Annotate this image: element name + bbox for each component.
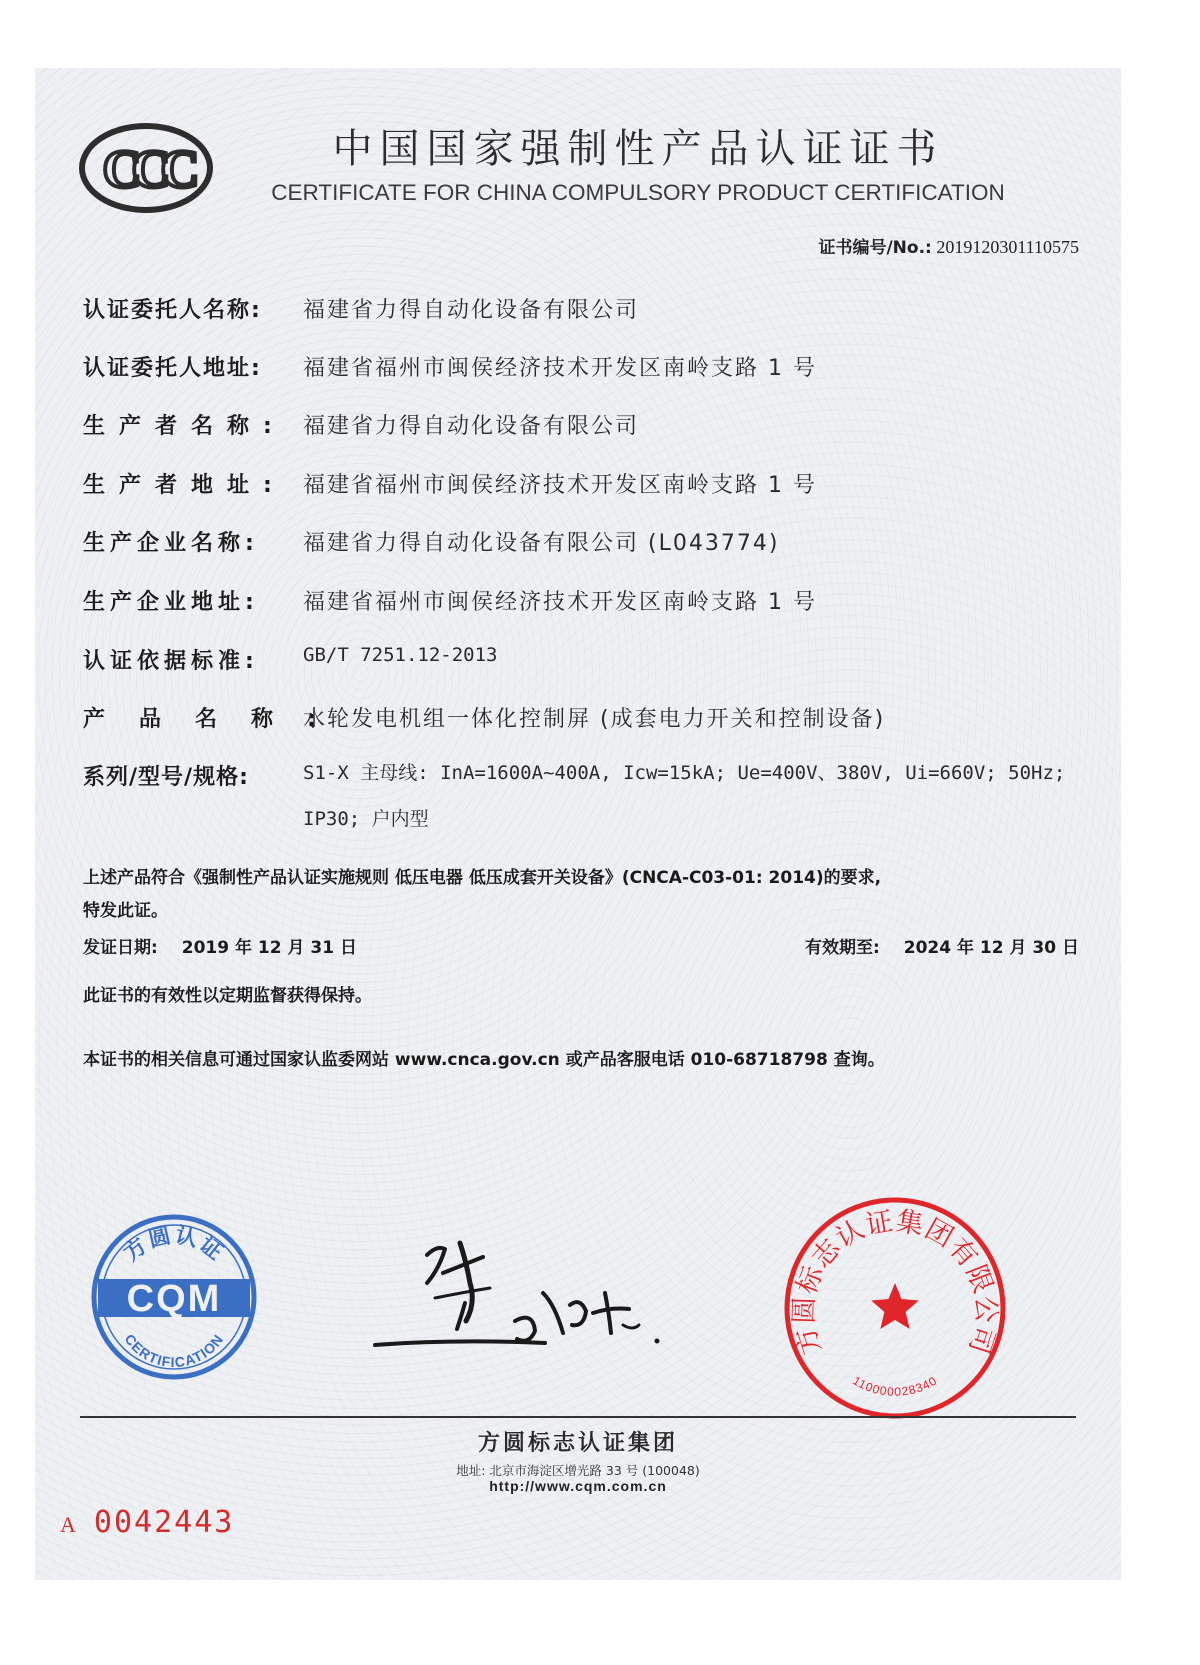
field-label: 认证委托人名称:	[83, 298, 262, 323]
footer-organization: 方圆标志认证集团	[477, 1431, 678, 1456]
field-label: 生产企业地址:	[83, 590, 259, 615]
issue-date	[83, 933, 357, 958]
title-english: CERTIFICATE FOR CHINA COMPULSORY PRODUCT CERTIFICATION	[271, 180, 1005, 205]
field-label: 生产者名称:	[83, 414, 286, 439]
field-label: 产品名称:	[83, 707, 350, 732]
field-value-model: S1-X 主母线: InA=1600A~400A, Icw=15kA; Ue=400V、380V, Ui=660V; 50Hz; IP30; 户内型	[303, 762, 1066, 830]
field-value: GB/T 7251.12-2013	[303, 644, 498, 666]
expiry-date	[805, 933, 1079, 958]
red-seal-code: 110000028340	[850, 1373, 940, 1399]
certificate-number	[818, 233, 1079, 258]
cqm-seal-bottom-text: CERTIFICATION	[121, 1330, 227, 1371]
field-value: 福建省福州市闽侯经济技术开发区南岭支路 1 号	[303, 356, 817, 381]
ccc-logo-text: CCC	[102, 139, 190, 199]
validity-note: 此证书的有效性以定期监督获得保持。	[83, 986, 372, 1006]
cqm-seal-main-text: CQM	[126, 1278, 222, 1320]
statement-line: 特发此证。	[83, 901, 168, 921]
field-value: 水轮发电机组一体化控制屏 (成套电力开关和控制设备)	[303, 707, 886, 732]
red-seal-star-icon	[871, 1283, 919, 1329]
field-label: 认证委托人地址:	[83, 356, 262, 381]
field-value: 福建省力得自动化设备有限公司 (L043774)	[303, 531, 780, 556]
cqm-seal-icon	[90, 1213, 258, 1381]
field-value: 福建省力得自动化设备有限公司	[303, 414, 640, 439]
footer-address: 地址: 北京市海淀区增光路 33 号 (100048)	[456, 1463, 700, 1478]
issue-date-value: 2019 年 12 月 31 日	[181, 938, 357, 958]
certificate-number-label: 证书编号/No.:	[818, 238, 932, 258]
cqm-seal-top-text: 方圆认证	[119, 1223, 229, 1267]
expiry-date-label: 有效期至:	[805, 938, 880, 958]
serial-prefix: A	[60, 1512, 76, 1537]
statement-line: 上述产品符合《强制性产品认证实施规则 低压电器 低压成套开关设备》(CNCA-C03-01: 2014)的要求,	[83, 868, 882, 888]
footer-divider	[80, 1416, 1076, 1418]
field-label: 生产企业名称:	[83, 531, 259, 556]
title-chinese: 中国国家强制性产品认证证书	[332, 126, 944, 172]
svg-text:110000028340	[850, 1373, 939, 1398]
serial-number	[60, 1505, 234, 1540]
field-label: 认证依据标准:	[83, 649, 259, 674]
footer-url: http://www.cqm.com.cn	[489, 1478, 667, 1494]
red-seal-text: 方圆标志认证集团有限公司	[788, 1205, 1002, 1359]
field-value: 福建省福州市闽侯经济技术开发区南岭支路 1 号	[303, 473, 817, 498]
serial-value: 0042443	[93, 1505, 235, 1540]
issue-date-label: 发证日期:	[83, 938, 158, 958]
certificate-sheet	[35, 68, 1121, 1580]
svg-text:CERTIFICATION	[121, 1331, 226, 1370]
query-note: 本证书的相关信息可通过国家认监委网站 www.cnca.gov.cn 或产品客服电话 010-68718798 查询。	[83, 1050, 885, 1070]
field-label: 系列/型号/规格:	[83, 765, 249, 790]
field-label: 生产者地址:	[83, 473, 286, 498]
expiry-date-value: 2024 年 12 月 30 日	[903, 938, 1079, 958]
field-value: 福建省福州市闽侯经济技术开发区南岭支路 1 号	[303, 590, 817, 615]
field-value: 福建省力得自动化设备有限公司	[303, 298, 640, 323]
signature	[365, 1213, 675, 1368]
certificate-number-value: 2019120301110575	[936, 237, 1079, 257]
company-red-seal-icon	[775, 1188, 1015, 1428]
